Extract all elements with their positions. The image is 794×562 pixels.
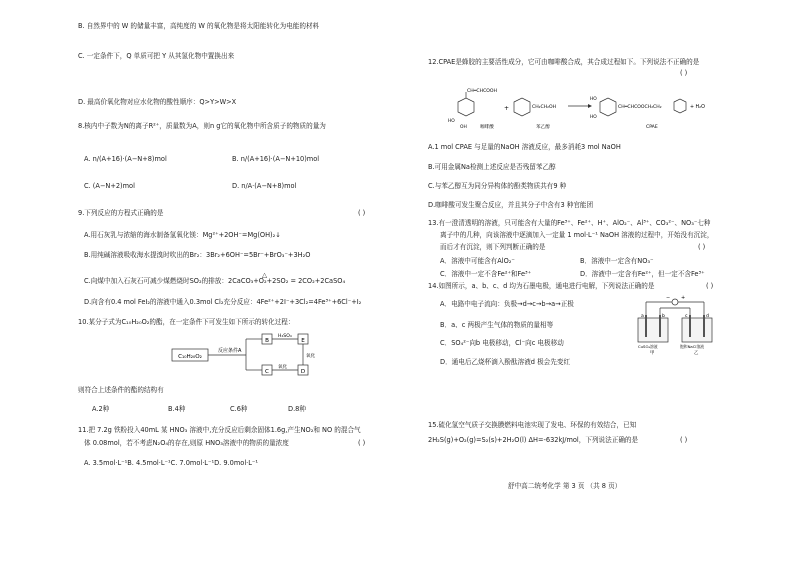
plus-label: + <box>681 295 686 301</box>
q9-stem: 9.下列反应的方程式正确的是 <box>78 209 164 217</box>
electrode-b <box>659 315 661 337</box>
q8-stem: 8.核内中子数为N的离子R²⁺，质量数为A，则n g它的氧化物中所含质子的物质的量为 <box>78 122 326 130</box>
q11-line1: 11.把 7.2g 铁粉投入40mL 某 HNO₃ 溶液中,充分反应后剩余固体1.6g,产生NO₂和 NO 的混合气 <box>78 426 361 434</box>
cell-jia-name: 甲 <box>650 351 655 356</box>
q13-option-a: A．溶液中可能含有AlO₂⁻ <box>440 257 515 265</box>
svg-text:HO: HO <box>448 119 455 124</box>
phenethyl-ring <box>514 98 530 116</box>
q13-option-c: C．溶液中一定不含Fe²⁺和Fe³⁺ <box>440 270 532 278</box>
q15-paren: ( ) <box>680 436 688 444</box>
cond-a-label: 反应条件A <box>218 348 242 354</box>
q9-option-b: B.用纯碱溶液吸收海水提溴时吹出的Br₂：3Br₂+6OH⁻=5Br⁻+BrO₃⁻+3H₂O <box>84 251 311 259</box>
cpae-label: CPAE <box>646 125 658 130</box>
q12-option-a: A.1 mol CPAE 与足量的NaOH 溶液反应，最多消耗3 mol NaOH <box>428 143 621 151</box>
q9-option-c: C.向煤中加入石灰石可减少煤燃烧时SO₂的排放：2CaCO₃+O₂+2SO₂ = 2CO₂+2CaSO₄ <box>84 277 346 285</box>
q14-option-a: A．电路中电子流向：负极→d→c→b→a→正极 <box>440 300 574 308</box>
q14-option-b: B．a、c 两极产生气体的物质的量相等 <box>440 321 554 329</box>
q13-line2: 离子中的几种，向该溶液中逐滴加入一定量 1 mol·L⁻¹ NaOH 溶液的过程中，开始没有沉淀， <box>440 231 714 239</box>
svg-text:OH: OH <box>460 125 467 130</box>
q15-line2: 2H₂S(g)+O₂(g)=S₂(s)+2H₂O(l) ΔH=-632kJ/mol，下列说法正确的是 <box>428 436 639 444</box>
box-ester-label: C₁₀H₂₀O₂ <box>178 354 202 360</box>
q10-option-a: A.2种 <box>92 405 110 413</box>
page-footer: 舒中高二统考化学 第 3 页 （共 8 页） <box>508 482 622 490</box>
q10-option-c: C.6种 <box>230 405 248 413</box>
q14-electrolysis-figure <box>626 288 726 356</box>
q15-line1: 15.硫化氢空气质子交换膜燃料电池实现了发电、环保的有效结合，已知 <box>428 421 637 429</box>
q7-option-d: D. 最高价氧化物对应水化物的酸性顺序：Q>Y>W>X <box>78 98 237 106</box>
box-b-label: B <box>265 338 269 344</box>
svg-text:HO: HO <box>590 115 597 120</box>
phenethyl-label: 苯乙醇 <box>536 125 550 130</box>
label-a: a <box>641 314 644 319</box>
q10-option-d: D.8种 <box>288 405 306 413</box>
cell-jia-solution: CuSO₄溶液 <box>638 344 658 349</box>
h2so4-label: H₂SO₄ <box>278 334 292 339</box>
q9-c-condition: △ <box>262 271 268 279</box>
minus-label: − <box>666 295 671 301</box>
oxidize-label-1: 氧化 <box>278 365 288 370</box>
q12-option-c: C.与苯乙醇互为同分异构体的酚类物质共有9 种 <box>428 182 567 190</box>
q11-paren: ( ) <box>358 439 366 447</box>
q8-option-d: D. n/A·(A−N+8)mol <box>232 182 297 190</box>
q14-stem: 14.如图所示，a、b、c、d 均为石墨电极，通电进行电解，下列说法正确的是 <box>428 282 655 290</box>
box-c-label: C <box>265 369 269 375</box>
power-source-icon <box>672 299 678 305</box>
label-c: c <box>685 314 688 319</box>
q12-paren: ( ) <box>680 69 688 77</box>
svg-text:HO: HO <box>590 97 597 102</box>
electrode-c <box>689 315 691 337</box>
label-d: d <box>706 314 709 319</box>
cpae-ring-2 <box>674 99 686 113</box>
q14-option-c: C．SO₄²⁻向b 电极移动，Cl⁻向c 电极移动 <box>440 339 564 347</box>
phenethyl-chain: CH₂CH₂OH <box>532 105 557 110</box>
electrode-a <box>645 315 647 337</box>
q8-option-b: B. n/(A+16)·(A−N+10)mol <box>232 155 320 163</box>
water-product: + H₂O <box>690 105 705 110</box>
q8-option-c: C. (A−N+2)mol <box>84 182 135 190</box>
q14-paren: ( ) <box>706 282 714 290</box>
q10-stem: 10.某分子式为C₁₀H₂₀O₂的酯，在一定条件下可发生如下所示的转化过程： <box>78 318 295 326</box>
q12-reaction-scheme <box>440 84 710 136</box>
q14-option-d: D．通电后乙烧杯滴入酚酞溶液d 极会先变红 <box>440 358 571 366</box>
q12-option-d: D.咖啡酸可发生聚合反应，并且其分子中含有3 种官能团 <box>428 201 594 209</box>
q9-paren: ( ) <box>358 209 366 217</box>
cell-yi-name: 乙 <box>694 351 699 356</box>
q11-options: A. 3.5mol·L⁻¹B. 4.5mol·L⁻¹C. 7.0mol·L⁻¹D. 9.0mol·L⁻¹ <box>84 459 259 467</box>
q7-option-b: B. 自然界中的 W 的储量丰富，高纯度的 W 的氧化物是将太阳能转化为电能的材料 <box>78 22 320 30</box>
oxidize-label-2: 氧化 <box>306 354 316 359</box>
label-b: b <box>662 314 665 319</box>
q7-option-c: C. 一定条件下，Q 单质可把 Y 从其氢化物中置换出来 <box>78 52 235 60</box>
q13-option-d: D．溶液中一定含有Fe²⁺，但一定不含Fe³⁺ <box>580 270 705 278</box>
q13-paren: ( ) <box>698 243 706 251</box>
caffeic-chain: CH═CHCOOH <box>467 89 497 94</box>
beaker-yi <box>682 318 712 342</box>
q13-option-b: B．溶液中一定含有NO₃⁻ <box>580 257 654 265</box>
beaker-jia <box>638 318 668 342</box>
electrode-d <box>703 315 705 337</box>
plus-sign: + <box>504 105 510 112</box>
q8-option-a: A. n/(A+16)·(A−N+8)mol <box>84 155 167 163</box>
q9-option-a: A.用石灰乳与浓缩的海水制备氢氧化镁：Mg²⁺+2OH⁻=Mg(OH)₂↓ <box>84 231 281 239</box>
q10-option-b: B.4种 <box>168 405 186 413</box>
q9-option-d: D.向含有0.4 mol FeI₂的溶液中通入0.3mol Cl₂充分反应：4Fe²⁺+2I⁻+3Cl₂=4Fe³⁺+6Cl⁻+I₂ <box>84 298 362 306</box>
caffeic-label: 咖啡酸 <box>480 125 494 130</box>
box-d-label: D <box>300 369 306 375</box>
cpae-ring <box>600 98 616 116</box>
q10-conversion-diagram <box>150 332 325 378</box>
q13-line3: 而后才有沉淀，则下列判断正确的是 <box>440 243 546 251</box>
q12-stem: 12.CPAE是蜂胶的主要活性成分，它可由咖啡酸合成，其合成过程如下。下列说法不正确的是 <box>428 58 700 66</box>
q13-line1: 13.有一澄清透明的溶液，只可能含有大量的Fe³⁺、Fe²⁺、H⁺、AlO₂⁻、Al³⁺、CO₃²⁻、NO₃⁻七种 <box>428 219 711 227</box>
box-e-label: E <box>301 338 305 344</box>
cell-yi-solution: 饱和NaCl溶液 <box>680 344 705 349</box>
caffeic-ring <box>458 98 474 116</box>
q12-option-b: B.可用金属Na检测上述反应是否残留苯乙醇 <box>428 163 556 171</box>
q11-line2: 体 0.08mol，若不考虑N₂O₄的存在,则原 HNO₃溶液中的物质的量浓度 <box>84 439 289 447</box>
cpae-chain: CH═CHCOOCH₂CH₂ <box>618 105 662 110</box>
q10-question: 则符合上述条件的酯的结构有 <box>78 386 164 394</box>
